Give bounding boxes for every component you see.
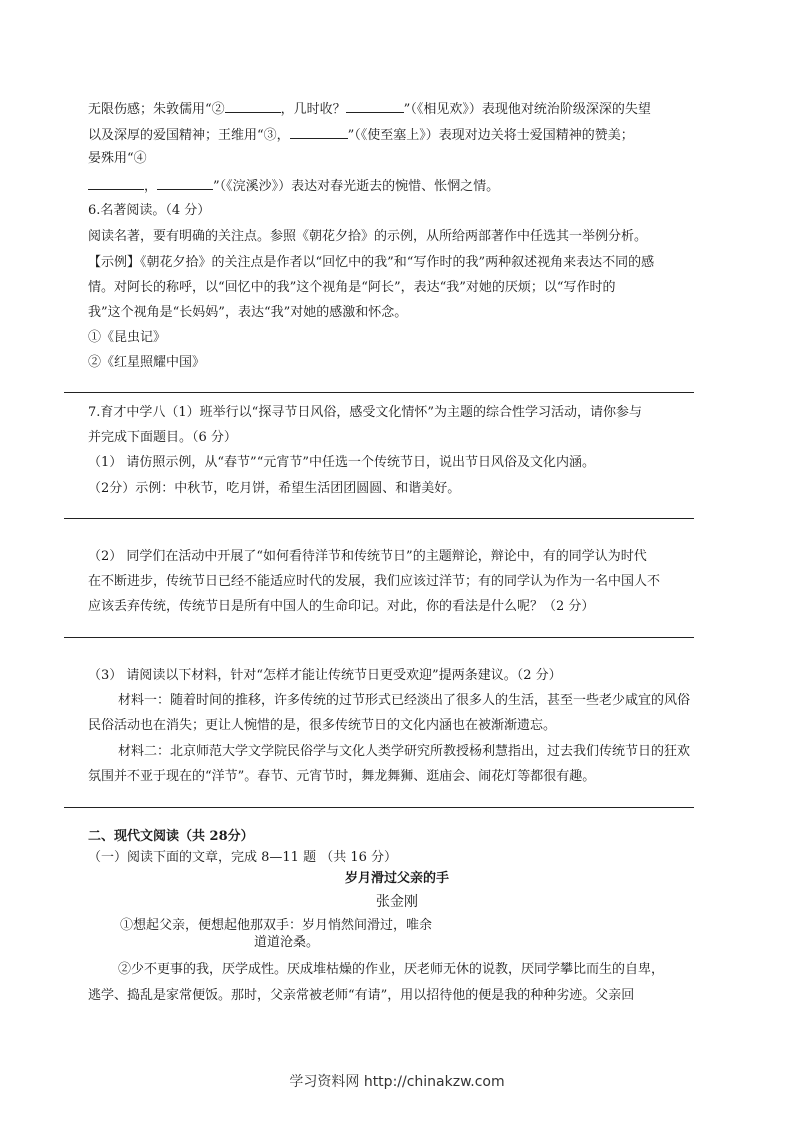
q5-text: 以及深厚的爱国精神；王维用“③， (88, 128, 290, 143)
q7-part2-line-1: （2） 同学们在活动中开展了“如何看待洋节和传统节日”的主题辩论，辩论中，有的同学认为时代 (88, 549, 647, 564)
q6-option-1: ①《昆虫记》 (88, 330, 167, 345)
material-1-line-1: 材料一：随着时间的推移，许多传统的过节形式已经淡出了很多人的生活，甚至一些老少咸宜的风俗 (118, 693, 691, 708)
answer-line (64, 392, 694, 393)
paragraph-2-line-1: ②少不更事的我，厌学成性。厌成堆枯燥的作业，厌老师无休的说教，厌同学攀比而生的自卑， (118, 962, 665, 977)
q5-line-3: 晏殊用“④ (88, 151, 147, 166)
paragraph-1-line-2: 道道沧桑。 (254, 935, 320, 950)
q5-text: ， (144, 179, 158, 194)
q6-option-2: ②《红星照耀中国》 (88, 355, 206, 370)
q6-title: 6.名著阅读。（4 分） (88, 203, 211, 218)
q7-part2-line-2: 在不断进步，传统节日已经不能适应时代的发展，我们应该过洋节；有的同学认为作为一名中国人不 (88, 574, 661, 589)
article-author: 张金刚 (376, 894, 418, 910)
q5-line-1 (88, 99, 651, 119)
section-heading: 二、现代文阅读（共 28分） (88, 829, 254, 844)
material-1-line-2: 民俗活动也在消失；更让人惋惜的是，很多传统节日的文化内涵也在被渐渐遗忘。 (88, 718, 557, 733)
q7-part1-line-2: （2分）示例：中秋节，吃月饼，希望生活团团圆圆、和谐美好。 (88, 481, 461, 496)
q5-line-4 (88, 176, 499, 196)
q6-example-line-2: 情。对阿长的称呼，以“回忆中的我”这个视角是“阿长”，表达“我”对她的厌烦；以“写作时的 (88, 280, 616, 295)
answer-blank[interactable] (225, 99, 281, 113)
q7-part1-line-1: （1） 请仿照示例，从“春节”“元宵节”中任选一个传统节日，说出节日风俗及文化内涵。 (88, 455, 595, 470)
q7-intro-line-2: 并完成下面题目。（6 分） (88, 430, 237, 445)
material-2-line-1: 材料二：北京师范大学文学院民俗学与文化人类学研究所教授杨利慧指出，过去我们传统节日的狂欢 (118, 744, 691, 759)
paragraph-1-line-1: ①想起父亲，便想起他那双手：岁月悄然间滑过，唯余 (120, 918, 433, 933)
q6-example-line-3: 我”这个视角是“长妈妈”，表达“我”对她的感激和怀念。 (88, 305, 408, 320)
answer-line (64, 807, 694, 808)
q5-line-2 (88, 125, 634, 145)
q5-text: 无限伤感；朱敦儒用“② (88, 102, 225, 117)
q5-text: ”（《使至塞上》）表现对边关将士爱国精神的赞美； (347, 128, 634, 143)
q7-part2-line-3: 应该丢弃传统，传统节日是所有中国人的生命印记。对此，你的看法是什么呢？（2 分） (88, 599, 595, 614)
answer-blank[interactable] (88, 176, 144, 190)
paragraph-2-line-2: 逃学、捣乱是家常便饭。那时，父亲常被老师“有请”，用以招待他的便是我的种种劣迹。父亲回 (88, 988, 635, 1003)
answer-blank[interactable] (346, 99, 404, 113)
answer-blank[interactable] (290, 125, 348, 139)
answer-line (64, 637, 694, 638)
q6-example-line-1: 【示例】《朝花夕拾》的关注点是作者以“回忆中的我”和“写作时的我”两种叙述视角来表达不同的感 (88, 255, 655, 270)
q7-intro-line-1: 7.育才中学八（1）班举行以“探寻节日风俗，感受文化情怀”为主题的综合性学习活动，请你参与 (88, 405, 642, 420)
answer-blank[interactable] (157, 176, 213, 190)
q5-text: ”（《相见欢》）表现他对统治阶级深深的失望 (403, 102, 651, 117)
q5-text: ”（《浣溪沙》）表达对春光逝去的惋惜、怅惘之情。 (213, 179, 500, 194)
footer-watermark: 学习资料网 http://chinakzw.com (289, 1074, 505, 1090)
section-subheading: （一）阅读下面的文章，完成 8—11 题 （共 16 分） (88, 850, 398, 865)
material-2-line-2: 氛围并不亚于现在的“洋节”。春节、元宵节时，舞龙舞狮、逛庙会、闹花灯等都很有趣。 (88, 769, 596, 784)
answer-line (64, 518, 694, 519)
q7-part3-line-1: （3） 请阅读以下材料，针对“怎样才能让传统节日更受欢迎”提两条建议。（2 分） (88, 668, 562, 683)
q6-intro: 阅读名著，要有明确的关注点。参照《朝花夕拾》的示例，从所给两部著作中任选其一举例分析。 (88, 229, 648, 244)
q5-text: ，几时收？ (280, 102, 346, 117)
article-title: 岁月滑过父亲的手 (344, 871, 449, 886)
